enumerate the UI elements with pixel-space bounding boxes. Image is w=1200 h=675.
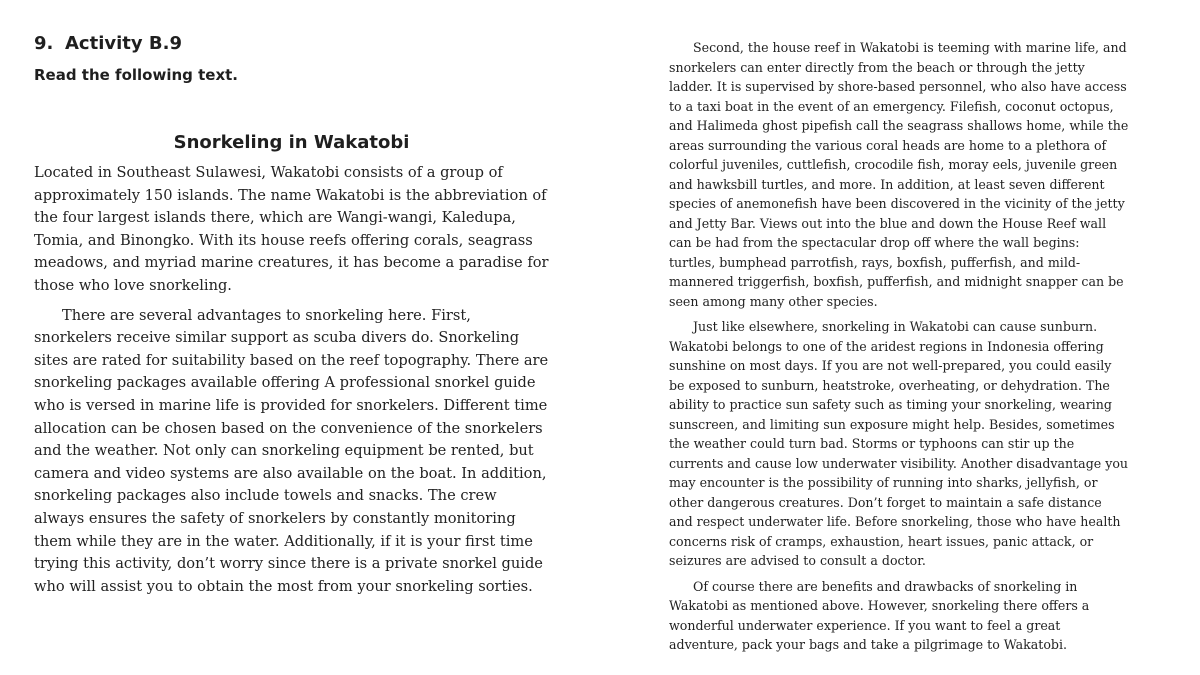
activity-number: 9. xyxy=(34,33,54,54)
article-title: Snorkeling in Wakatobi xyxy=(173,132,410,153)
paragraph-house-reef: Second, the house reef in Wakatobi is teeming with marine life, and snorkelers can enter directly from the beach or through the jetty ladder. It is supervised by shore-based personnel, who also have access to a taxi boat in the event of an emergency. Filefish, coconut octopus, and Halimeda ghost pipefish call the seagrass shallows home, while the areas surrounding the various coral heads are home to a plethora of colorful juveniles, cuttlefish, crocodile fish, moray eels, juvenile green and hawksbill turtles, and more. In addition, at least seven different species of anemonefish have been discovered in the vicinity of the jetty and Jetty Bar. Views out into the blue and down the House Reef wall can be had from the spectacular drop off where the wall begins: turtles, bumphead parrotfish, rays, boxfish, pufferfish, and mild-mannered triggerfish, boxfish, pufferfish, and midnight snapper can be seen among many other species. xyxy=(669,40,1129,309)
paragraph-disadvantages: Just like elsewhere, snorkeling in Wakatobi can cause sunburn. Wakatobi belongs to one of the aridest regions in Indonesia offering sunshine on most days. If you are not well-prepared, you could easily be exposed to sunburn, heatstroke, overheating, or dehydration. The ability to practice sun safety such as timing your snorkeling, wearing sunscreen, and limiting sun exposure might help. Besides, sometimes the weather could turn bad. Storms or typhoons can stir up the currents and cause low underwater visibility. Another disadvantage you may encounter is the possibility of running into sharks, jellyfish, or other dangerous creatures. Don’t forget to maintain a safe distance and respect underwater life. Before snorkeling, those who have health concerns risk of cramps, exhaustion, heart issues, panic attack, or seizures are advised to consult a doctor. xyxy=(669,319,1129,568)
instruction-text: Read the following text. xyxy=(34,66,238,84)
paragraph-advantages: There are several advantages to snorkeling here. First, snorkelers receive similar support as scuba divers do. Snorkeling sites are rated for suitability based on the reef topography. There are snorkeling packages available offering A professional snorkel guide who is versed in marine life is provided for snorkelers. Different time allocation can be chosen based on the convenience of the snorkelers and the weather. Not only can snorkeling equipment be rented, but camera and video systems are also available on the boat. In addition, snorkeling packages also include towels and snacks. The crew always ensures the safety of snorkelers by constantly monitoring them while they are in the water. Additionally, if it is your first time trying this activity, don’t worry since there is a private snorkel guide who will assist you to obtain the most from your snorkeling sorties. xyxy=(34,306,549,595)
right-column xyxy=(669,38,1129,661)
paragraph-intro: Located in Southeast Sulawesi, Wakatobi consists of a group of approximately 150 islands. The name Wakatobi is the abbreviation of the four largest islands there, which are Wangi-wangi, Kaledupa, Tomia, and Binongko. With its house reefs offering corals, seagrass meadows, and myriad marine creatures, it has become a paradise for those who love snorkeling. xyxy=(34,164,549,294)
left-column xyxy=(34,30,549,605)
activity-heading xyxy=(34,30,549,58)
paragraph-conclusion: Of course there are benefits and drawbacks of snorkeling in Wakatobi as mentioned above. However, snorkeling there offers a wonderful underwater experience. If you want to feel a great adventure, pack your bags and take a pilgrimage to Wakatobi. xyxy=(669,578,1090,652)
activity-title: Activity B.9 xyxy=(65,33,182,54)
